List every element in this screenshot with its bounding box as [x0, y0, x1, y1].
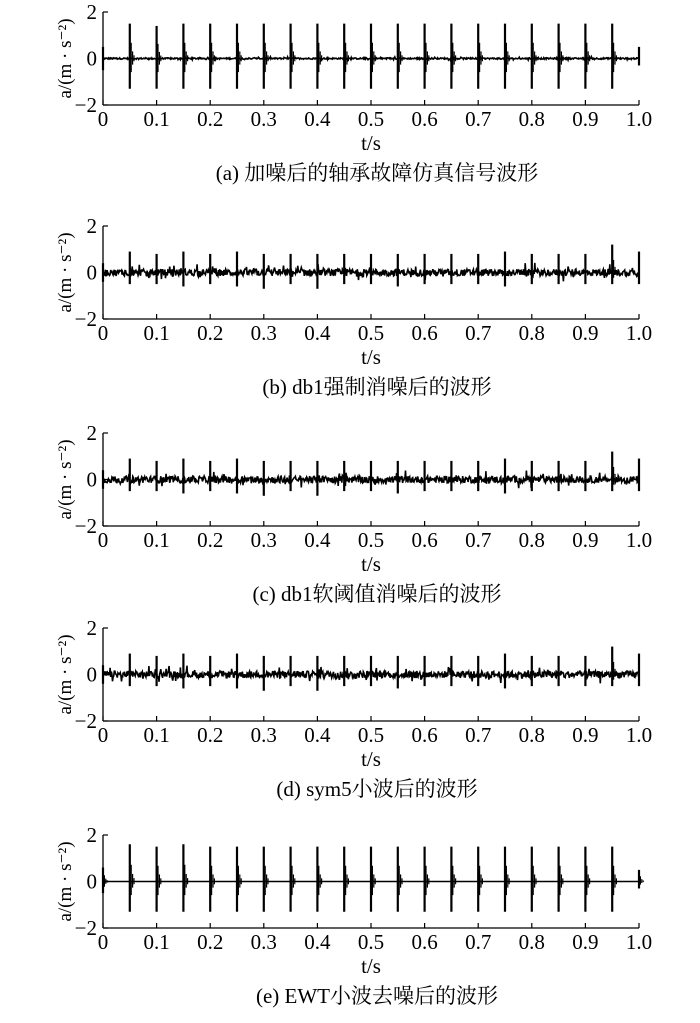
x-tick-label: 0.9 — [572, 723, 599, 747]
impulse-spike — [612, 847, 616, 912]
x-tick-label: 0 — [97, 321, 109, 345]
x-tick-label: 0.3 — [250, 107, 277, 131]
panel-caption: (d) sym5小波后的波形 — [276, 777, 478, 801]
x-tick-label: 0.6 — [411, 930, 438, 954]
x-tick-label: 0.9 — [572, 930, 599, 954]
y-tick-label: 0 — [86, 467, 97, 492]
y-axis-label: a/(m · s⁻²) — [55, 439, 76, 520]
impulse-spike — [425, 24, 429, 89]
x-tick-label: 0.5 — [357, 321, 385, 345]
x-tick-label: 0.4 — [304, 321, 331, 345]
x-tick-label: 0.5 — [357, 930, 385, 954]
x-tick-label: 0.3 — [250, 723, 277, 747]
impulse-spike — [612, 24, 616, 89]
impulse-spike — [264, 847, 268, 912]
x-tick-label: 0.7 — [465, 930, 492, 954]
impulse-spike — [612, 647, 616, 687]
x-tick-label: 0 — [97, 528, 109, 552]
x-tick-label: 0.1 — [143, 723, 170, 747]
panel-caption: (c) db1软阈值消噪后的波形 — [252, 582, 502, 606]
impulse-spike — [532, 847, 536, 912]
impulse-spike — [398, 847, 402, 912]
x-tick-label: 0.8 — [518, 930, 545, 954]
x-tick-label: 0.1 — [143, 528, 170, 552]
chart-panel-5 — [55, 823, 652, 1008]
impulse-spike — [505, 847, 509, 912]
chart-panel-3 — [55, 421, 652, 606]
impulse-spike — [532, 24, 536, 89]
impulse-spike — [130, 844, 134, 911]
x-tick-label: 0.6 — [411, 723, 438, 747]
x-tick-label: 0.7 — [465, 321, 492, 345]
y-tick-label: 2 — [86, 616, 97, 640]
y-tick-label: 0 — [86, 869, 97, 894]
impulse-spike — [291, 847, 295, 912]
x-tick-label: 0.8 — [518, 107, 545, 131]
x-tick-label: 0.1 — [143, 321, 170, 345]
y-tick-label: −2 — [74, 93, 97, 117]
y-tick-label: 2 — [86, 421, 97, 445]
x-tick-label: 0.8 — [518, 528, 545, 552]
y-tick-label: 0 — [86, 662, 97, 687]
panel-caption: (e) EWT小波去噪后的波形 — [255, 984, 499, 1008]
x-tick-label: 0.4 — [304, 723, 331, 747]
x-tick-label: 0.2 — [197, 107, 224, 131]
impulse-spike — [210, 847, 214, 912]
impulse-spike — [237, 24, 241, 89]
impulse-spike — [425, 847, 429, 912]
impulse-spike — [585, 24, 589, 89]
x-tick-label: 0.6 — [411, 321, 438, 345]
x-tick-label: 0.5 — [357, 107, 385, 131]
impulse-spike — [264, 24, 268, 89]
impulse-spike — [451, 847, 455, 912]
x-tick-label: 0.2 — [197, 321, 224, 345]
y-tick-label: −2 — [74, 709, 97, 733]
x-tick-label: 0.3 — [250, 930, 277, 954]
y-axis-label: a/(m · s⁻²) — [55, 232, 76, 313]
x-tick-label: 0.4 — [304, 528, 331, 552]
impulse-spike — [559, 847, 563, 912]
x-tick-label: 0.6 — [411, 107, 438, 131]
impulse-spike — [317, 24, 321, 89]
panel-caption: (a) 加噪后的轴承故障仿真信号波形 — [215, 161, 539, 185]
impulse-spike — [183, 24, 187, 89]
x-tick-label: 0.5 — [357, 528, 385, 552]
x-tick-label: 0.7 — [465, 528, 492, 552]
y-tick-label: 0 — [86, 46, 97, 71]
y-axis-label: a/(m · s⁻²) — [55, 634, 76, 715]
y-tick-label: −2 — [74, 916, 97, 940]
x-tick-label: 0.2 — [197, 528, 224, 552]
x-tick-label: 0.3 — [250, 528, 277, 552]
impulse-spike — [344, 847, 348, 912]
impulse-spike — [612, 452, 616, 492]
impulse-spike — [585, 847, 589, 912]
impulse-spike — [478, 847, 482, 912]
x-tick-label: 1.0 — [625, 930, 653, 954]
y-tick-label: 2 — [86, 0, 97, 24]
impulse-spike — [130, 24, 134, 89]
x-tick-label: 1.0 — [625, 528, 653, 552]
x-axis-label: t/s — [361, 954, 381, 978]
y-axis-label: a/(m · s⁻²) — [55, 841, 76, 922]
y-tick-label: 2 — [86, 214, 97, 238]
x-tick-label: 0.2 — [197, 930, 224, 954]
impulse-spike — [157, 26, 161, 89]
x-axis-label: t/s — [361, 747, 381, 771]
x-tick-label: 0.7 — [465, 723, 492, 747]
x-tick-label: 0.2 — [197, 723, 224, 747]
x-tick-label: 0 — [97, 930, 109, 954]
chart-panel-4 — [55, 616, 652, 801]
impulse-spike — [398, 24, 402, 89]
x-tick-label: 1.0 — [625, 321, 653, 345]
y-axis-label: a/(m · s⁻²) — [55, 18, 76, 99]
x-axis-label: t/s — [361, 345, 381, 369]
impulse-spike — [183, 844, 187, 911]
x-tick-label: 0.7 — [465, 107, 492, 131]
impulse-spike — [612, 245, 616, 285]
impulse-spike — [103, 868, 107, 894]
chart-panel-2 — [55, 214, 652, 399]
y-tick-label: −2 — [74, 307, 97, 331]
x-tick-label: 0.5 — [357, 723, 385, 747]
y-tick-label: 0 — [86, 260, 97, 285]
y-tick-label: −2 — [74, 514, 97, 538]
panel-caption: (b) db1强制消噪后的波形 — [262, 375, 492, 399]
x-tick-label: 0.1 — [143, 930, 170, 954]
impulse-spike — [157, 847, 161, 912]
x-tick-label: 0.3 — [250, 321, 277, 345]
x-tick-label: 0 — [97, 107, 109, 131]
impulse-spike — [317, 847, 321, 912]
impulse-spike — [639, 870, 643, 889]
x-axis-label: t/s — [361, 552, 381, 576]
impulse-spike — [344, 24, 348, 89]
impulse-spike — [559, 24, 563, 89]
impulse-spike — [371, 847, 375, 912]
x-tick-label: 0.6 — [411, 528, 438, 552]
x-tick-label: 0.4 — [304, 107, 331, 131]
x-tick-label: 1.0 — [625, 107, 653, 131]
impulse-spike — [505, 24, 509, 89]
x-tick-label: 0.8 — [518, 723, 545, 747]
x-tick-label: 0.4 — [304, 930, 331, 954]
x-tick-label: 0.9 — [572, 107, 599, 131]
x-tick-label: 0.8 — [518, 321, 545, 345]
x-tick-label: 0.9 — [572, 528, 599, 552]
impulse-spike — [291, 24, 295, 89]
impulse-spike — [371, 24, 375, 89]
x-tick-label: 0.9 — [572, 321, 599, 345]
x-axis-label: t/s — [361, 131, 381, 155]
impulse-spike — [237, 847, 241, 912]
x-tick-label: 1.0 — [625, 723, 653, 747]
x-tick-label: 0 — [97, 723, 109, 747]
impulse-spike — [210, 24, 214, 89]
y-tick-label: 2 — [86, 823, 97, 847]
x-tick-label: 0.1 — [143, 107, 170, 131]
chart-panel-1 — [55, 0, 652, 185]
